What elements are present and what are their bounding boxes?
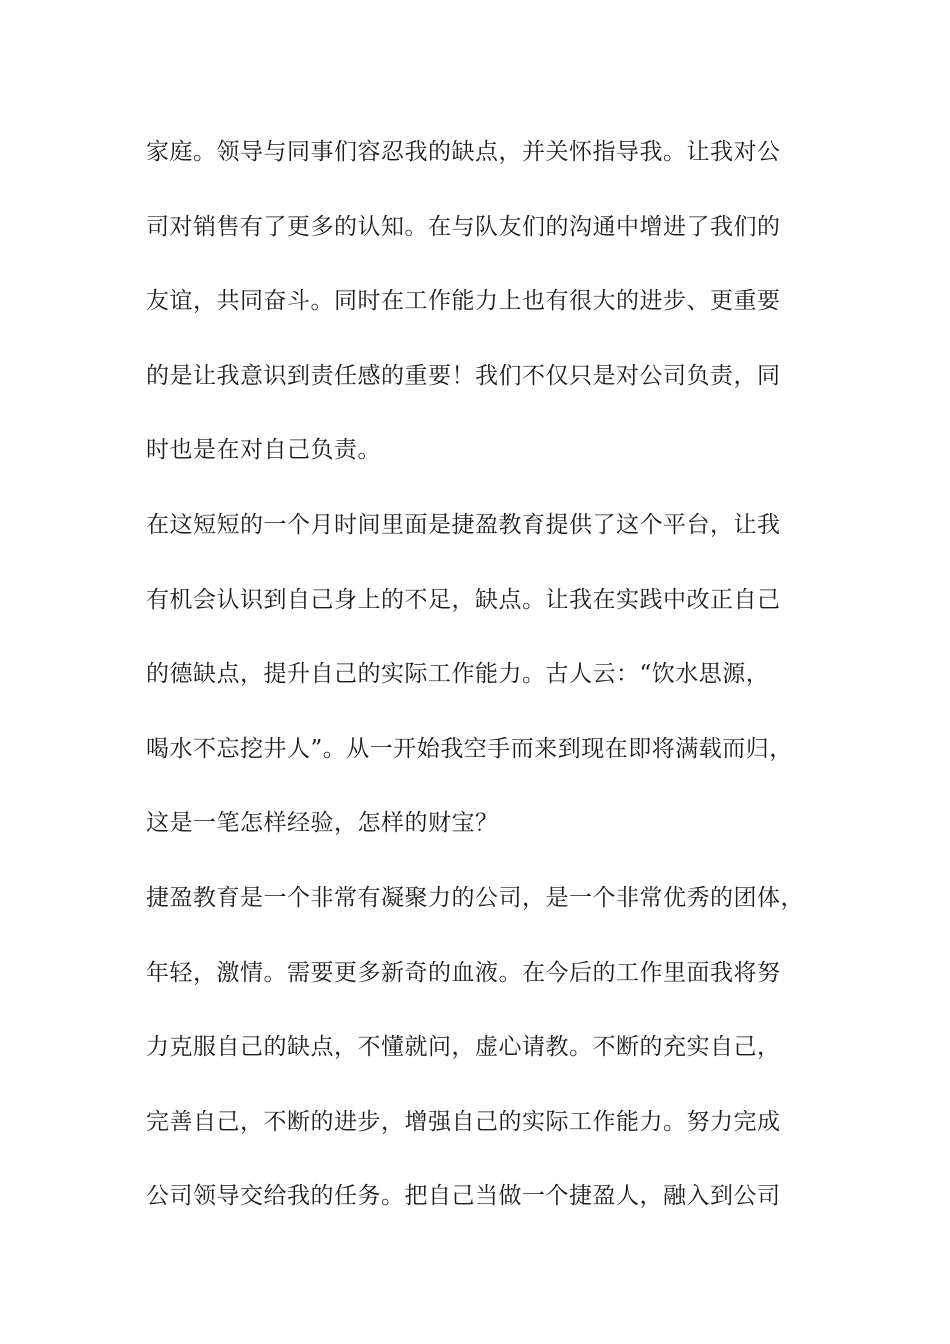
text-line-7: 有机会认识到自己身上的不足，缺点。让我在实践中改正自己 <box>146 586 781 613</box>
text-line-1: 家庭。领导与同事们容忍我的缺点，并关怀指导我。让我对公 <box>146 139 781 165</box>
text-line-9: 喝水不忘挖井人”。从一开始我空手而来到现在即将满载而归， <box>146 735 793 762</box>
text-line-6: 在这短短的一个月时间里面是捷盈教育提供了这个平台，让我 <box>146 511 781 538</box>
text-line-15: 公司领导交给我的任务。把自己当做一个捷盈人，融入到公司 <box>146 1183 781 1210</box>
text-line-11: 捷盈教育是一个非常有凝聚力的公司，是一个非常优秀的团体， <box>146 884 804 911</box>
text-line-8: 的德缺点，提升自己的实际工作能力。古人云：“饮水思源， <box>146 661 770 688</box>
text-line-14: 完善自己，不断的进步，增强自己的实际工作能力。努力完成 <box>146 1108 781 1135</box>
text-line-2: 司对销售有了更多的认知。在与队友们的沟通中增进了我们的 <box>146 213 781 240</box>
text-line-13: 力克服自己的缺点，不懂就问，虚心请教。不断的充实自己， <box>146 1034 781 1061</box>
document-body <box>146 132 836 1251</box>
text-line-3: 友谊，共同奋斗。同时在工作能力上也有很大的进步、更重要 <box>146 288 781 315</box>
text-line-10: 这是一笔怎样经验，怎样的财宝？ <box>146 810 499 837</box>
text-line-4: 的是让我意识到责任感的重要！我们不仅只是对公司负责，同 <box>146 362 781 389</box>
text-line-5: 时也是在对自己负责。 <box>146 437 381 464</box>
text-line-12: 年轻，激情。需要更多新奇的血液。在今后的工作里面我将努 <box>146 959 781 986</box>
